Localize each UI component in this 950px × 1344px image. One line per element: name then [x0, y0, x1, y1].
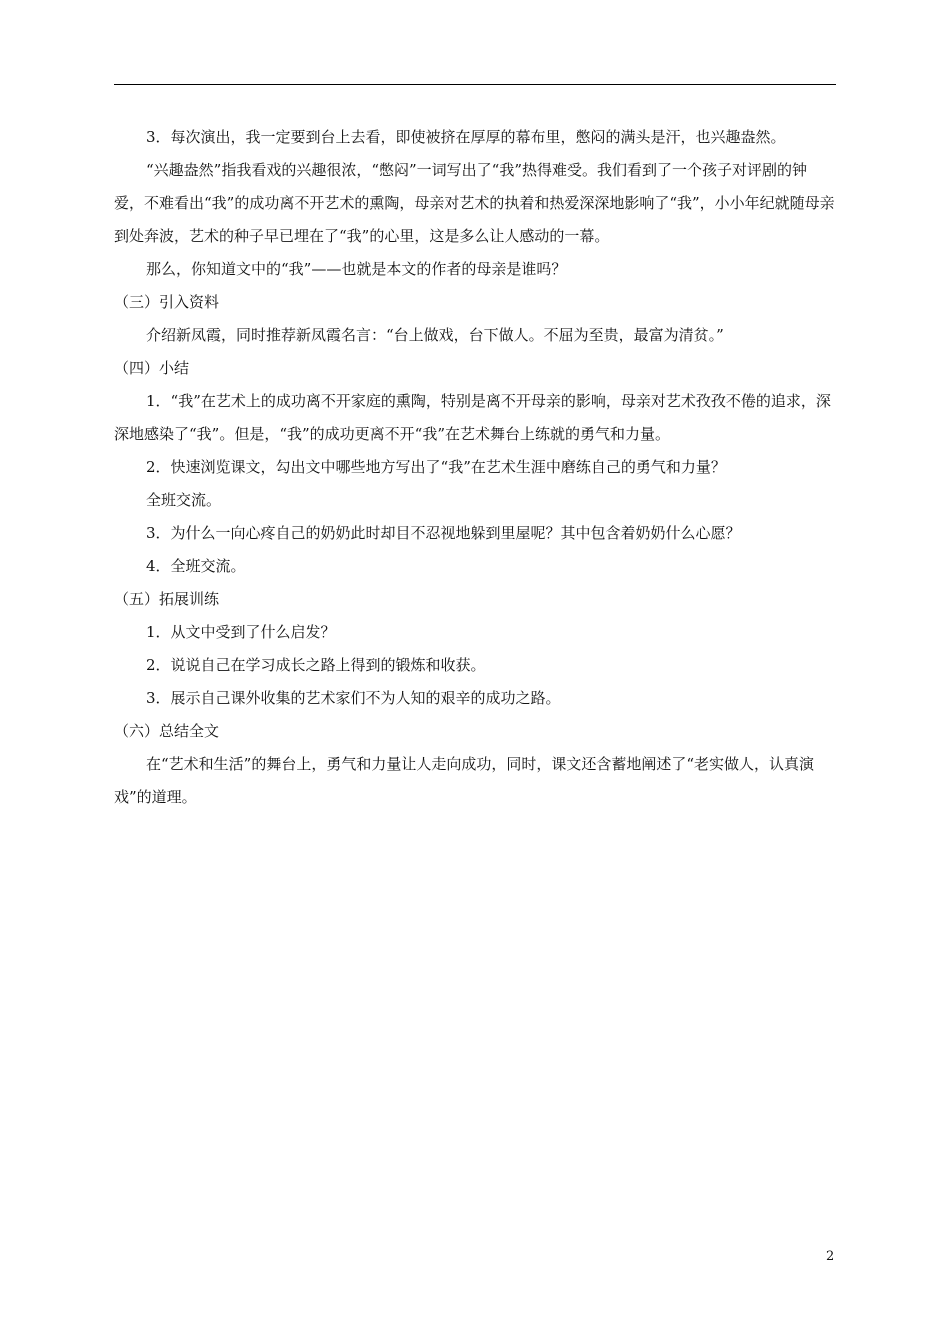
- paragraph-item-3: 3．每次演出，我一定要到台上去看，即使被挤在厚厚的幕布里，憋闷的满头是汗，也兴趣盎然。: [146, 128, 786, 146]
- page-number: 2: [826, 1249, 835, 1264]
- section-heading-6: （六）总结全文: [114, 722, 220, 740]
- paragraph-analysis: “兴趣盎然”指我看戏的兴趣很浓，“憋闷”一词写出了“我”热得难受。我们看到了一个孩子对评剧的钟爱，不难看出“我”的成功离不开艺术的熏陶，母亲对艺术的执着和热爱深深地影响了“我”，小小年纪就随母亲到处奔波，艺术的种子早已埋在了“我”的心里，这是多么让人感动的一幕。: [114, 161, 835, 245]
- paragraph-introduction: 介绍新凤霞，同时推荐新凤霞名言：“台上做戏，台下做人。不屈为至贵，最富为清贫。”: [146, 326, 724, 344]
- section-heading-4: （四）小结: [114, 359, 190, 377]
- document-body: [114, 121, 836, 814]
- summary-item-2: 2．快速浏览课文，勾出文中哪些地方写出了“我”在艺术生涯中磨练自己的勇气和力量？: [146, 458, 726, 476]
- section-heading-5: （五）拓展训练: [114, 590, 220, 608]
- summary-item-1: 1．“我”在艺术上的成功离不开家庭的熏陶，特别是离不开母亲的影响，母亲对艺术孜孜不倦的追求，深深地感染了“我”。但是，“我”的成功更离不开“我”在艺术舞台上练就的勇气和力量。: [114, 392, 831, 443]
- conclusion-paragraph: 在“艺术和生活”的舞台上，勇气和力量让人走向成功，同时，课文还含蓄地阐述了“老实做人，认真演戏”的道理。: [114, 755, 815, 806]
- section-heading-3: （三）引入资料: [114, 293, 220, 311]
- summary-item-4: 4．全班交流。: [146, 557, 246, 575]
- summary-class-exchange: 全班交流。: [146, 491, 222, 509]
- paragraph-question: 那么，你知道文中的“我”——也就是本文的作者的母亲是谁吗？: [146, 260, 567, 278]
- extension-item-1: 1．从文中受到了什么启发？: [146, 623, 336, 641]
- header-rule: [114, 84, 836, 85]
- summary-item-3: 3．为什么一向心疼自己的奶奶此时却目不忍视地躲到里屋呢？其中包含着奶奶什么心愿？: [146, 524, 741, 542]
- extension-item-2: 2．说说自己在学习成长之路上得到的锻炼和收获。: [146, 656, 486, 674]
- extension-item-3: 3．展示自己课外收集的艺术家们不为人知的艰辛的成功之路。: [146, 689, 561, 707]
